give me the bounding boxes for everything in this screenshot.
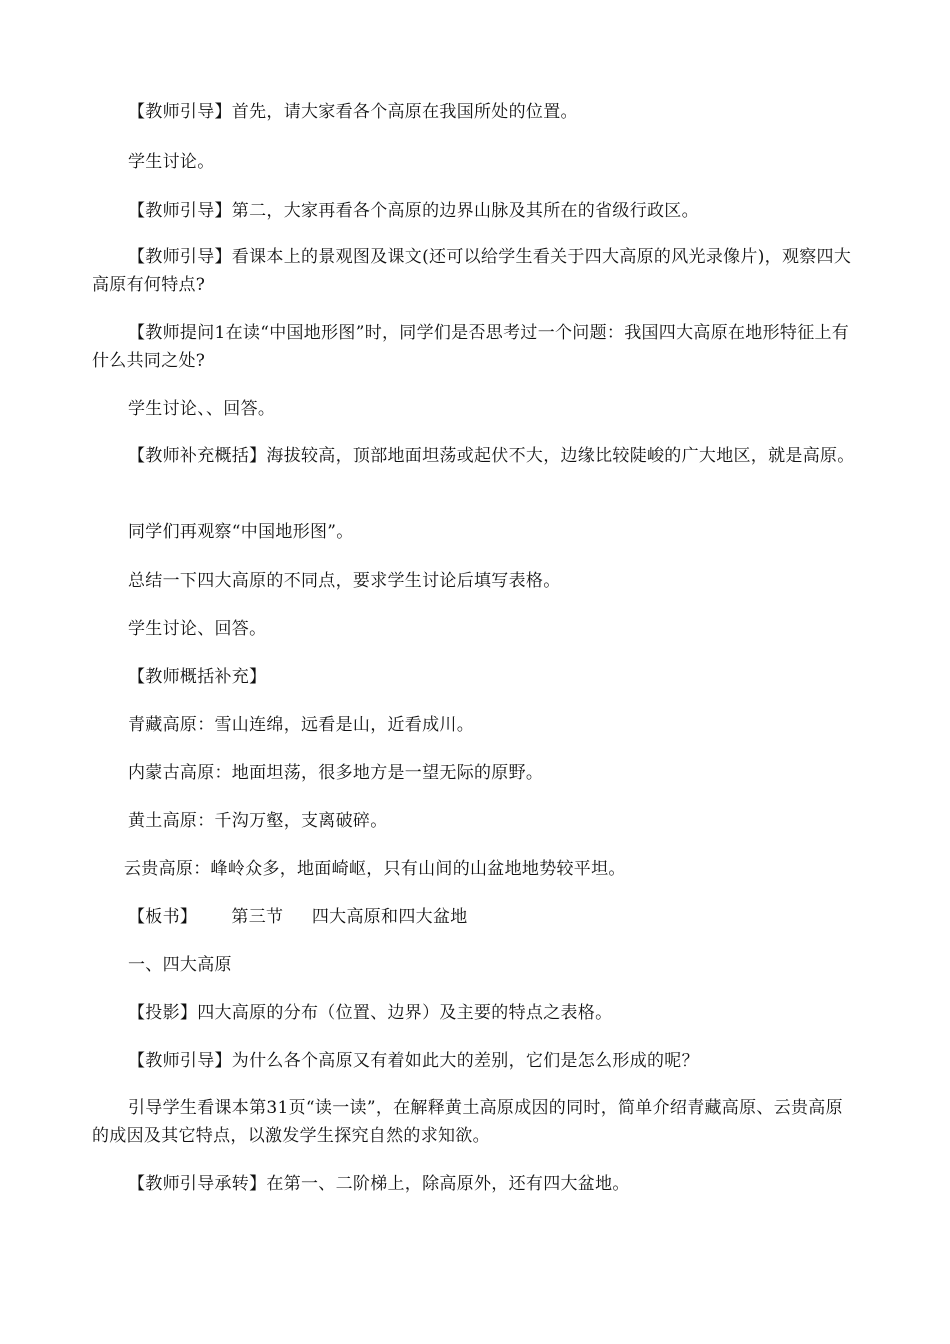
paragraph: 内蒙古高原：地面坦荡，很多地方是一望无际的原野。 bbox=[128, 763, 544, 783]
paragraph: 【教师提问1在读“中国地形图”时，同学们是否思考过一个问题：我国四大高原在地形特征上有什么共同之处? bbox=[92, 323, 850, 371]
paragraph: 青藏高原：雪山连绵，远看是山，近看成川。 bbox=[128, 715, 474, 735]
section-heading: 【板书】 第三节 四大高原和四大盆地 bbox=[128, 907, 468, 927]
paragraph: 【教师引导】看课本上的景观图及课文(还可以给学生看关于四大高原的风光录像片)，观察四大高原有何特点? bbox=[92, 247, 852, 295]
paragraph: 学生讨论、回答。 bbox=[128, 619, 267, 639]
paragraph: 引导学生看课本第31页“读一读”，在解释黄土高原成因的同时，简单介绍青藏高原、云贵高原的成因及其它特点，以激发学生探究自然的求知欲。 bbox=[92, 1098, 843, 1146]
paragraph: 【教师引导】第二，大家再看各个高原的边界山脉及其所在的省级行政区。 bbox=[128, 201, 699, 221]
paragraph: 总结一下四大高原的不同点，要求学生讨论后填写表格。 bbox=[128, 571, 561, 591]
paragraph: 【投影】四大高原的分布（位置、边界）及主要的特点之表格。 bbox=[128, 1003, 613, 1023]
paragraph: 【教师引导】为什么各个高原又有着如此大的差别，它们是怎么形成的呢？ bbox=[128, 1051, 699, 1071]
paragraph: 云贵高原：峰岭众多，地面崎岖，只有山间的山盆地地势较平坦。 bbox=[124, 859, 626, 879]
paragraph: 【教师引导承转】在第一、二阶梯上，除高原外，还有四大盆地。 bbox=[128, 1174, 630, 1194]
paragraph: 学生讨论、、回答。 bbox=[128, 399, 276, 419]
paragraph: 学生讨论。 bbox=[128, 152, 215, 172]
paragraph: 黄土高原：千沟万壑，支离破碎。 bbox=[128, 811, 388, 831]
paragraph: 【教师引导】首先，请大家看各个高原在我国所处的位置。 bbox=[128, 102, 578, 122]
paragraph: 同学们再观察“中国地形图”。 bbox=[128, 522, 354, 542]
paragraph: 【教师概括补充】 bbox=[128, 667, 267, 687]
paragraph: 【教师补充概括】海拔较高，顶部地面坦荡或起伏不大，边缘比较陡峻的广大地区，就是高原。 bbox=[128, 446, 855, 466]
subsection-heading: 一、四大高原 bbox=[128, 955, 232, 975]
